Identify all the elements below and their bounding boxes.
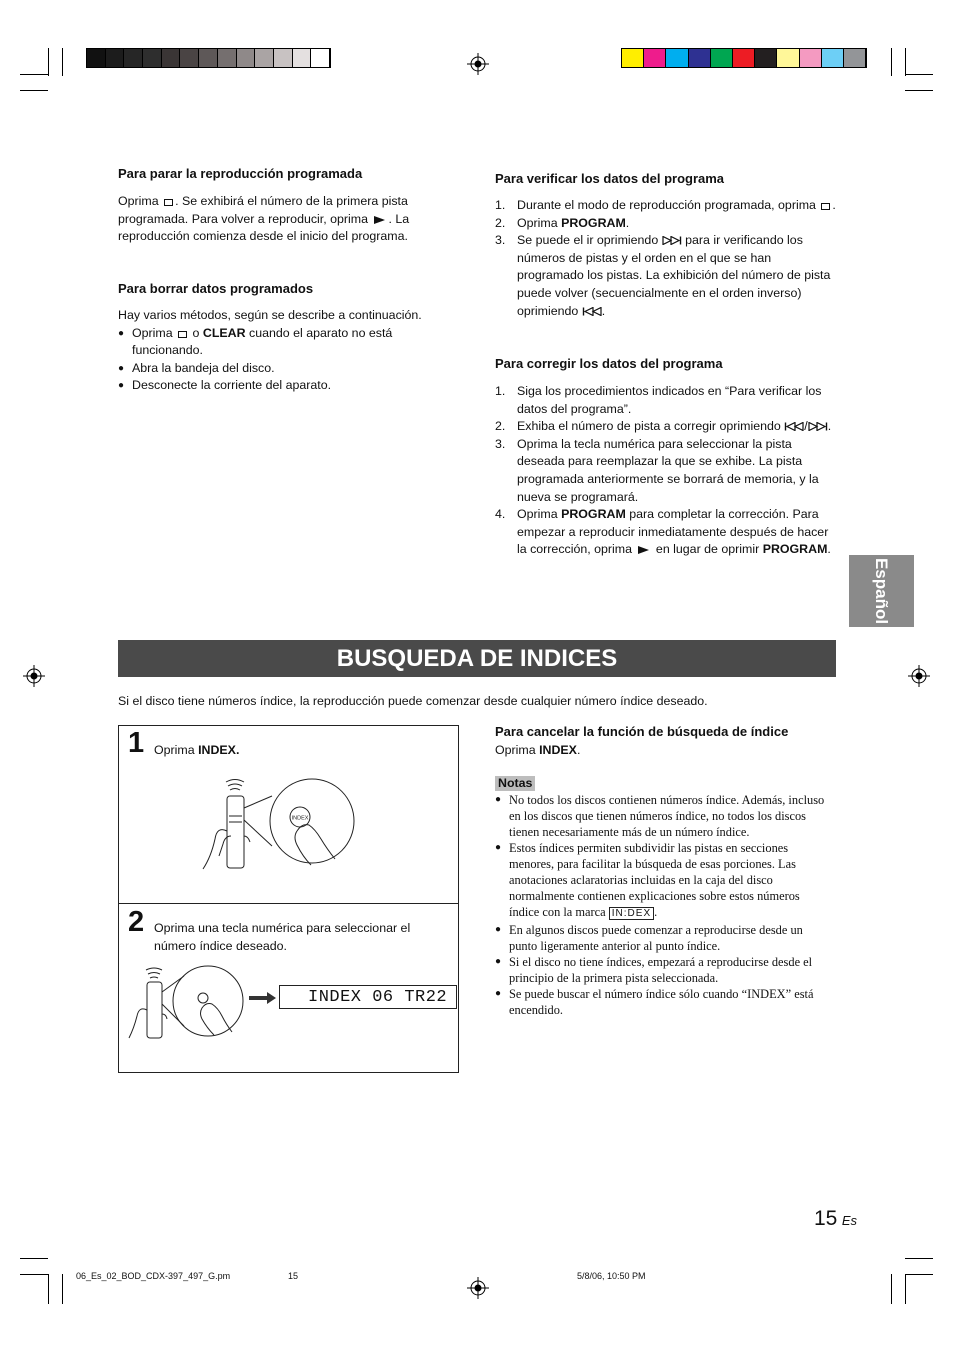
registration-mark-icon <box>23 665 45 687</box>
color-calibration-bar <box>621 48 867 68</box>
notes-list <box>495 792 830 1018</box>
list-item: 3. Oprima la tecla numérica para seleccionar la pista deseada para reemplazar la que se exhibe. La pista programada anteriormente se borrará de memoria, y la nueva se programará. <box>495 436 819 504</box>
footer-file: 06_Es_02_BOD_CDX-397_497_G.pm <box>76 1271 231 1281</box>
gray-swatch <box>180 49 199 67</box>
gray-swatch <box>162 49 181 67</box>
list-item: ● Abra la bandeja del disco. <box>118 360 275 375</box>
page-number: 15 Es <box>814 1207 857 1230</box>
grayscale-calibration-bar <box>86 48 331 68</box>
gray-swatch <box>311 49 330 67</box>
list-item: ● No todos los discos contienen números índice. Además, incluso en los discos que tienen números índice, no todos los discos tienen necesariamente más de un número índice. <box>495 793 825 839</box>
gray-swatch <box>143 49 162 67</box>
gray-swatch <box>218 49 237 67</box>
steps-box <box>118 725 459 1073</box>
list-item: ● Desconecte la corriente del aparato. <box>118 378 332 393</box>
gray-swatch <box>274 49 293 67</box>
section-title: BUSQUEDA DE INDICES <box>336 644 618 672</box>
footer-date: 5/8/06, 10:50 PM <box>577 1271 646 1281</box>
display-readout: INDEX 06 TR22 <box>308 987 448 1007</box>
color-swatch <box>711 49 733 67</box>
section-heading: Para parar la reproducción programada <box>118 166 363 181</box>
step-1-number: 1 <box>128 727 145 759</box>
clear-program-section <box>118 281 438 395</box>
index-button-label: INDEX <box>291 815 309 822</box>
stop-icon <box>821 203 830 210</box>
list-item: ● Se puede buscar el número índice sólo cuando “INDEX” está encendido. <box>495 987 814 1017</box>
arrow-icon <box>249 992 277 1004</box>
color-swatch <box>733 49 755 67</box>
color-swatch <box>666 49 688 67</box>
list-item: 4. Oprima PROGRAM para completar la corrección. Para empezar a reproducir inmediatamente después de hacer la corrección, oprima en lugar de oprimir PROGRAM. <box>495 507 831 557</box>
gray-swatch <box>124 49 143 67</box>
stop-icon <box>178 331 187 338</box>
bullet-list <box>118 325 438 395</box>
step-1-text: Oprima INDEX. <box>154 743 240 757</box>
registration-mark-icon <box>467 1277 489 1299</box>
side-tab-label: Español <box>872 557 891 625</box>
verify-program-section <box>495 171 840 320</box>
section-heading: Para cancelar la función de búsqueda de índice <box>495 724 789 739</box>
language-side-tab <box>849 555 914 627</box>
section-title-bar <box>118 640 836 677</box>
list-item: 3. Se puede el ir oprimiendo para ir verificando los números de pistas y el orden en el que se han programado los pistas. La exhibición del número de pista puede volver (secuencialmente en el orden inverso) oprimiendo . <box>495 233 831 318</box>
gray-swatch <box>87 49 106 67</box>
steps-list <box>495 383 840 559</box>
section-body: Oprima . Se exhibirá el número de la primera pista programada. Para volver a reproducir, oprima . La reproducción comienza desde el inicio del programa. <box>118 194 410 244</box>
cancel-index-section <box>495 724 840 760</box>
gray-swatch <box>255 49 274 67</box>
step-divider <box>119 903 458 904</box>
color-swatch <box>822 49 844 67</box>
color-swatch <box>755 49 777 67</box>
list-item: ● Si el disco no tiene índices, empezará a reproducirse desde el principio de la primera pista seleccionada. <box>495 955 813 985</box>
list-item: 1. Durante el modo de reproducción programada, oprima . <box>495 198 836 212</box>
step-2-text: Oprima una tecla numérica para seleccionar el número índice deseado. <box>154 921 411 953</box>
play-icon <box>638 546 649 554</box>
step-2-number: 2 <box>128 906 145 938</box>
index-mark: IN:DEX <box>609 907 654 920</box>
skip-forward-icon <box>662 236 682 245</box>
correct-program-section <box>495 356 840 559</box>
color-swatch <box>777 49 799 67</box>
section-heading: Para corregir los datos del programa <box>495 356 723 371</box>
display-panel <box>279 985 457 1009</box>
list-item: 1. Siga los procedimientos indicados en “Para verificar los datos del programa”. <box>495 384 822 416</box>
steps-list <box>495 197 840 320</box>
section-body: Oprima INDEX. <box>495 743 581 757</box>
skip-back-icon <box>582 307 602 316</box>
section-intro: Hay varios métodos, según se describe a continuación. <box>118 308 422 322</box>
gray-swatch <box>199 49 218 67</box>
list-item: ● Estos índices permiten subdividir las pistas en secciones menores, para facilitar la búsqueda de esas porciones. Las anotaciones aclaratorias incluidas en la caja del disco normalmente contienen explicaciones sobre estos números índice con la marca IN:DEX . <box>495 841 800 919</box>
section-heading: Para verificar los datos del programa <box>495 171 725 186</box>
footer-page: 15 <box>288 1271 299 1281</box>
list-item: 2. Exhiba el número de pista a corregir oprimiendo / . <box>495 419 832 434</box>
color-swatch <box>800 49 822 67</box>
registration-mark-icon <box>467 53 489 75</box>
list-item: 2. Oprima PROGRAM. <box>495 215 630 230</box>
stop-icon <box>164 199 173 206</box>
list-item: ● Oprima o CLEAR cuando el aparato no está funcionando. <box>118 325 393 358</box>
gray-swatch <box>237 49 256 67</box>
skip-back-icon <box>784 422 804 431</box>
stop-program-section <box>118 166 438 246</box>
color-swatch <box>622 49 644 67</box>
skip-forward-icon <box>808 422 828 431</box>
gray-swatch <box>106 49 125 67</box>
section-heading: Para borrar datos programados <box>118 281 314 296</box>
registration-mark-icon <box>908 665 930 687</box>
remote-press-number-illustration <box>124 964 274 1044</box>
color-swatch <box>689 49 711 67</box>
gray-swatch <box>293 49 312 67</box>
list-item: ● En algunos discos puede comenzar a reproducirse desde un punto ligeramente anterior al punto índice. <box>495 923 803 953</box>
intro-text: Si el disco tiene números índice, la reproducción puede comenzar desde cualquier número índice deseado. <box>118 694 708 708</box>
color-swatch <box>844 49 866 67</box>
play-icon <box>374 216 385 224</box>
color-swatch <box>644 49 666 67</box>
remote-press-index-illustration <box>199 776 359 876</box>
notes-label: Notas <box>495 776 535 791</box>
